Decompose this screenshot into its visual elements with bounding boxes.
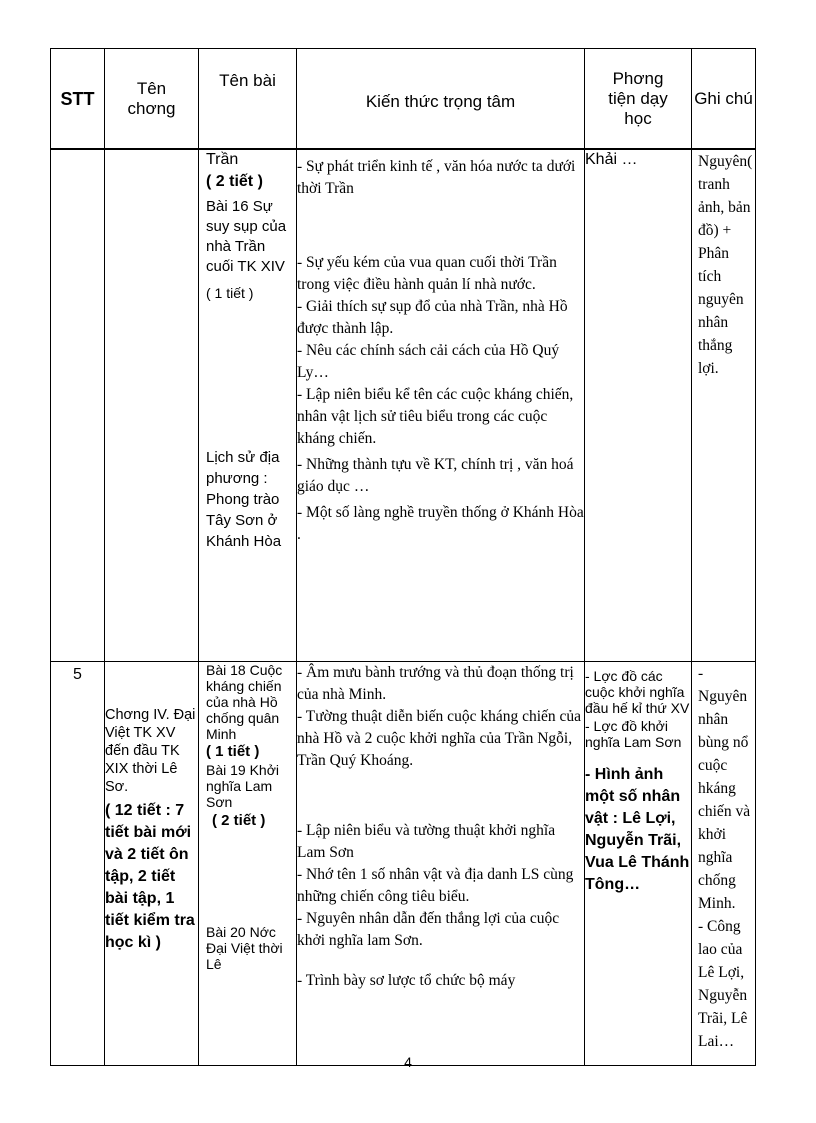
page-number: 4	[404, 1054, 412, 1070]
note-text: - Công lao của Lê Lợi, Nguyễn Trãi, Lê Lai…	[698, 917, 748, 1050]
header-stt: STT	[51, 49, 105, 150]
knowledge-item: - Âm mưu bành trướng và thủ đoạn thống trị của nhà Minh.	[297, 663, 574, 703]
knowledge-item: - Trình bày sơ lược tổ chức bộ máy	[297, 971, 516, 989]
header-means: Phơng tiện dạy học	[585, 49, 692, 150]
knowledge-item: - Nhớ tên 1 số nhân vật và địa danh LS cùng những chiến công tiêu biểu.	[297, 865, 574, 905]
header-notes: Ghi chú	[692, 49, 756, 150]
lesson-periods: ( 1 tiết )	[206, 742, 260, 760]
cell-means	[585, 661, 692, 1065]
lesson-title: Bài 18 Cuộc kháng chiến của nhà Hồ chống quân Minh	[206, 661, 283, 742]
means-item: - Lợc đồ khởi nghĩa Lam Sơn	[585, 717, 682, 750]
lesson-title: Bài 19 Khởi nghĩa Lam Sơn	[206, 761, 280, 810]
lesson-title: Lịch sử địa phương : Phong trào Tây Sơn ở Khánh Hòa	[206, 449, 282, 550]
lesson-periods: ( 2 tiết )	[212, 811, 266, 829]
lesson-periods: ( 1 tiết )	[206, 285, 254, 301]
cell-chapter	[105, 149, 199, 661]
knowledge-item: - Lập niên biểu kể tên các cuộc kháng chiến, nhân vật lịch sử tiêu biểu trong các cuộc kháng chiến.	[297, 386, 574, 447]
knowledge-item: - Sự yếu kém của vua quan cuối thời Trần trong việc điều hành quản lí nhà nước.	[297, 254, 557, 293]
lesson-title: Trần	[206, 151, 239, 168]
cell-stt: 5	[51, 661, 105, 1065]
lesson-title: Bài 16 Sự suy sụp của nhà Trần cuối TK XIV	[206, 198, 287, 275]
knowledge-item: - Những thành tựu về KT, chính trị , văn hoá giáo dục …	[297, 456, 574, 495]
header-knowledge: Kiến thức trọng tâm	[297, 49, 585, 150]
knowledge-item: - Lập niên biểu và tường thuật khởi nghĩa Lam Sơn	[297, 821, 556, 861]
cell-means	[585, 149, 692, 661]
cell-lessons	[199, 661, 297, 1065]
cell-chapter	[105, 661, 199, 1065]
lesson-title: Bài 20 Nớc Đại Việt thời Lê	[206, 923, 283, 972]
means-item: - Hình ảnh một số nhân vật : Lê Lợi, Nguyễn Trãi, Vua Lê Thánh Tông…	[585, 765, 690, 893]
chapter-title: Chơng IV. Đại Việt TK XV đến đầu TK XIX thời Lê Sơ.	[105, 706, 196, 795]
header-lesson: Tên bài	[199, 49, 297, 150]
note-text: - Nguyên nhân bùng nổ cuộc hkáng chiến và khởi nghĩa chống Minh.	[698, 664, 751, 912]
cell-knowledge	[297, 661, 585, 1065]
knowledge-item: - Nguyên nhân dẫn đến thắng lợi của cuộc khởi nghĩa lam Sơn.	[297, 909, 560, 949]
means-item: - Lợc đồ các cuộc khởi nghĩa đầu hế kỉ thứ XV	[585, 667, 690, 716]
cell-notes	[692, 661, 756, 1065]
knowledge-item: - Tường thuật diễn biến cuộc kháng chiến của nhà Hồ và 2 cuộc khởi nghĩa của Trần Ngỗi, Trần Quý Khoáng.	[297, 707, 582, 769]
chapter-periods: ( 12 tiết : 7 tiết bài mới và 2 tiết ôn tập, 2 tiết bài tập, 1 tiết kiểm tra học kì )	[105, 801, 195, 951]
cell-notes	[692, 149, 756, 661]
lesson-periods: ( 2 tiết )	[206, 173, 263, 190]
header-chapter: Tên chơng	[105, 49, 199, 150]
cell-lessons	[199, 149, 297, 661]
curriculum-table	[50, 48, 756, 1066]
cell-knowledge	[297, 149, 585, 661]
knowledge-item: - Một số làng nghề truyền thống ở Khánh Hòa .	[297, 504, 584, 543]
cell-stt	[51, 149, 105, 661]
knowledge-item: - Sự phát triển kinh tế , văn hóa nước ta dưới thời Trần	[297, 158, 576, 197]
note-text: Nguyên( tranh ảnh, bản đồ) + Phân tích nguyên nhân thắng lợi.	[698, 153, 753, 377]
means-item: Khải …	[585, 151, 638, 168]
table-row	[51, 661, 756, 1065]
knowledge-item: - Giải thích sự sụp đổ của nhà Trần, nhà Hồ được thành lập.	[297, 298, 568, 337]
table-row	[51, 149, 756, 661]
header-row	[51, 49, 756, 150]
knowledge-item: - Nêu các chính sách cải cách của Hồ Quý Ly…	[297, 342, 560, 381]
